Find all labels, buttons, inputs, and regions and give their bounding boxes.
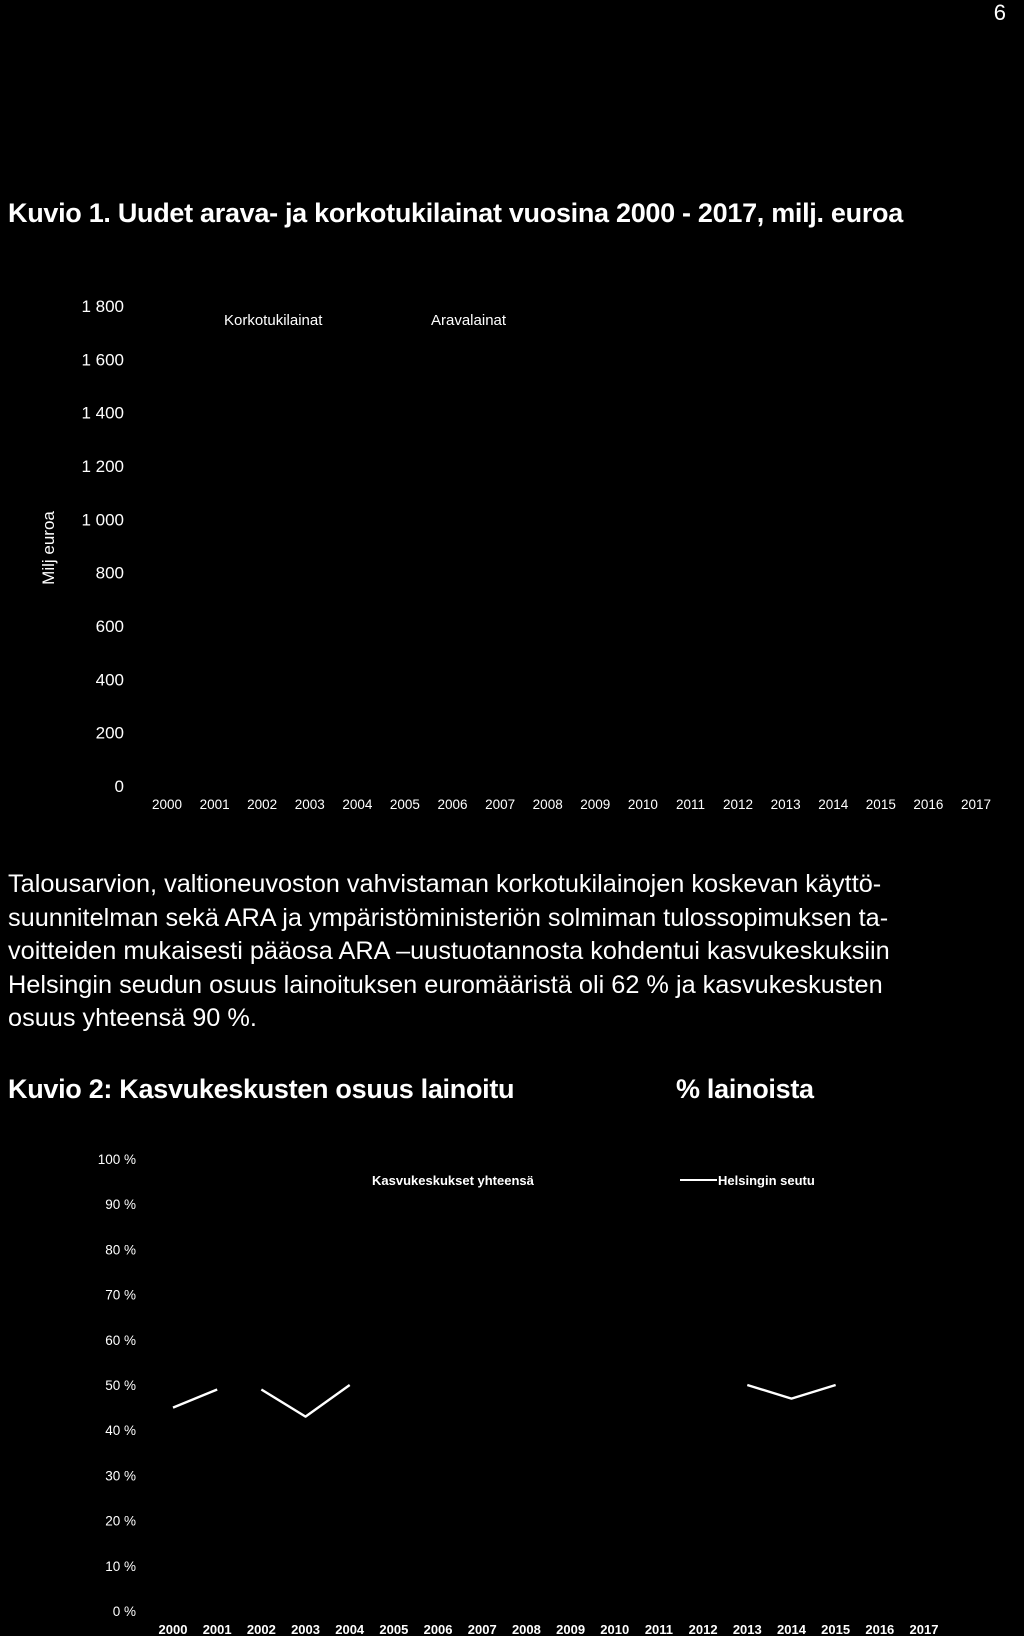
chart-2-y-tick-label: 100 %: [97, 1152, 136, 1167]
chart-2-y-tick-label: 70 %: [105, 1287, 136, 1303]
figure-2-title: Kuvio 2: Kasvukeskusten osuus lainoitu: [8, 1074, 515, 1104]
paragraph-line: Talousarvion, valtioneuvoston vahvistaman korkotukilainojen koskevan käyttö-: [8, 870, 882, 898]
chart-2-y-tick-label: 20 %: [105, 1513, 136, 1529]
chart-1-x-tick-label: 2009: [580, 797, 611, 812]
chart-1-y-tick-label: 1 000: [81, 510, 124, 530]
chart-2-x-tick-label: 2016: [865, 1622, 895, 1636]
chart-1-y-tick-label: 400: [95, 670, 124, 690]
chart-2-x-tick-label: 2009: [556, 1622, 586, 1636]
chart-1-y-tick-label: 0: [114, 777, 124, 796]
chart-2-x-tick-label: 2012: [688, 1622, 718, 1636]
chart-2-x-tick-label: 2014: [777, 1622, 806, 1636]
chart-2-x-tick-label: 2015: [821, 1622, 851, 1636]
paragraph-line: Helsingin seudun osuus lainoituksen euromääristä oli 62 % ja kasvukeskusten: [8, 970, 883, 999]
page-number: 6: [993, 0, 1006, 25]
chart-2-x-tick-label: 2008: [511, 1622, 541, 1636]
chart-2-x-tick-label: 2000: [158, 1622, 188, 1636]
chart-1-y-axis-label: Milj euroa: [39, 511, 58, 585]
chart-2-x-tick-label: 2007: [467, 1622, 497, 1636]
chart-2: [0, 1140, 1024, 1636]
chart-1-x-tick-label: 2000: [151, 797, 183, 812]
chart-1-x-tick-label: 2013: [770, 797, 801, 812]
chart-2-x-tick-label: 2010: [600, 1622, 630, 1636]
chart-2-x-tick-label: 2003: [291, 1622, 320, 1636]
chart-1-x-tick-label: 2011: [675, 797, 705, 812]
chart-1-x-tick-label: 2010: [627, 797, 658, 812]
chart-1-x-tick-label: 2007: [485, 797, 516, 812]
chart-2-y-tick-label: 60 %: [105, 1332, 136, 1348]
chart-1-x-tick-label: 2004: [342, 797, 373, 812]
chart-2-helsingin-seutu-line-segment: [747, 1385, 835, 1399]
chart-1-y-tick-label: 800: [95, 563, 124, 583]
chart-1-x-tick-label: 2003: [294, 797, 325, 812]
chart-2-legend-helsingin-seutu: Helsingin seutu: [718, 1173, 815, 1188]
chart-1-y-tick-label: 1 400: [81, 403, 124, 423]
chart-1-y-tick-label: 200: [95, 723, 124, 743]
chart-1-y-tick-label: 1 600: [81, 350, 124, 370]
chart-2-y-tick-label: 30 %: [105, 1468, 136, 1484]
chart-2-legend-kasvukeskukset: Kasvukeskukset yhteensä: [372, 1173, 534, 1188]
chart-2-helsingin-seutu-line-segment: [261, 1385, 349, 1417]
figure-2-title-suffix: % lainoista: [676, 1074, 814, 1104]
chart-2-x-tick-label: 2006: [423, 1622, 453, 1636]
chart-2-x-tick-label: 2017: [909, 1622, 939, 1636]
chart-1: [0, 280, 1024, 840]
chart-2-x-tick-label: 2011: [644, 1622, 674, 1636]
chart-1-legend-aravalainat: Aravalainat: [431, 312, 507, 329]
chart-2-y-tick-label: 0 %: [112, 1604, 136, 1619]
paragraph-line: osuus yhteensä 90 %.: [8, 1004, 257, 1032]
paragraph-line: suunnitelman sekä ARA ja ympäristöministeriön solmiman tulossopimuksen ta-: [8, 903, 889, 932]
chart-2-x-tick-label: 2013: [732, 1622, 762, 1636]
chart-1-x-tick-label: 2008: [532, 797, 563, 812]
chart-2-y-tick-label: 90 %: [105, 1197, 136, 1213]
chart-1-x-tick-label: 2001: [199, 797, 230, 812]
chart-1-legend-korkotukilainat: Korkotukilainat: [224, 312, 323, 329]
chart-2-y-tick-label: 40 %: [105, 1423, 136, 1439]
chart-1-y-tick-label: 1 200: [81, 457, 124, 476]
chart-2-x-tick-label: 2004: [335, 1622, 365, 1636]
chart-2-y-tick-label: 10 %: [105, 1558, 136, 1574]
chart-2-x-tick-label: 2001: [202, 1622, 232, 1636]
chart-2-x-tick-label: 2002: [246, 1622, 276, 1636]
chart-1-x-tick-label: 2006: [437, 797, 468, 812]
chart-2-y-tick-label: 50 %: [105, 1378, 136, 1393]
chart-1-x-tick-label: 2005: [389, 797, 420, 812]
figure-1-title: Kuvio 1. Uudet arava- ja korkotukilainat vuosina 2000 - 2017, milj. euroa: [8, 198, 903, 228]
chart-2-helsingin-seutu-line-segment: [173, 1390, 217, 1408]
chart-1-x-tick-label: 2002: [247, 797, 278, 812]
chart-1-x-tick-label: 2014: [818, 797, 849, 812]
paragraph-line: voitteiden mukaisesti pääosa ARA –uustuotannosta kohdentui kasvukeskuksiin: [8, 937, 890, 965]
chart-1-y-tick-label: 600: [95, 617, 124, 636]
chart-2-x-tick-label: 2005: [379, 1622, 409, 1636]
chart-1-x-tick-label: 2015: [865, 797, 896, 812]
chart-2-y-tick-label: 80 %: [105, 1242, 136, 1258]
chart-1-x-tick-label: 2016: [913, 797, 944, 812]
body-paragraph: [8, 868, 1020, 1036]
chart-1-x-tick-label: 2017: [960, 797, 992, 812]
chart-1-y-tick-label: 1 800: [81, 297, 124, 316]
chart-1-x-tick-label: 2012: [723, 797, 754, 812]
